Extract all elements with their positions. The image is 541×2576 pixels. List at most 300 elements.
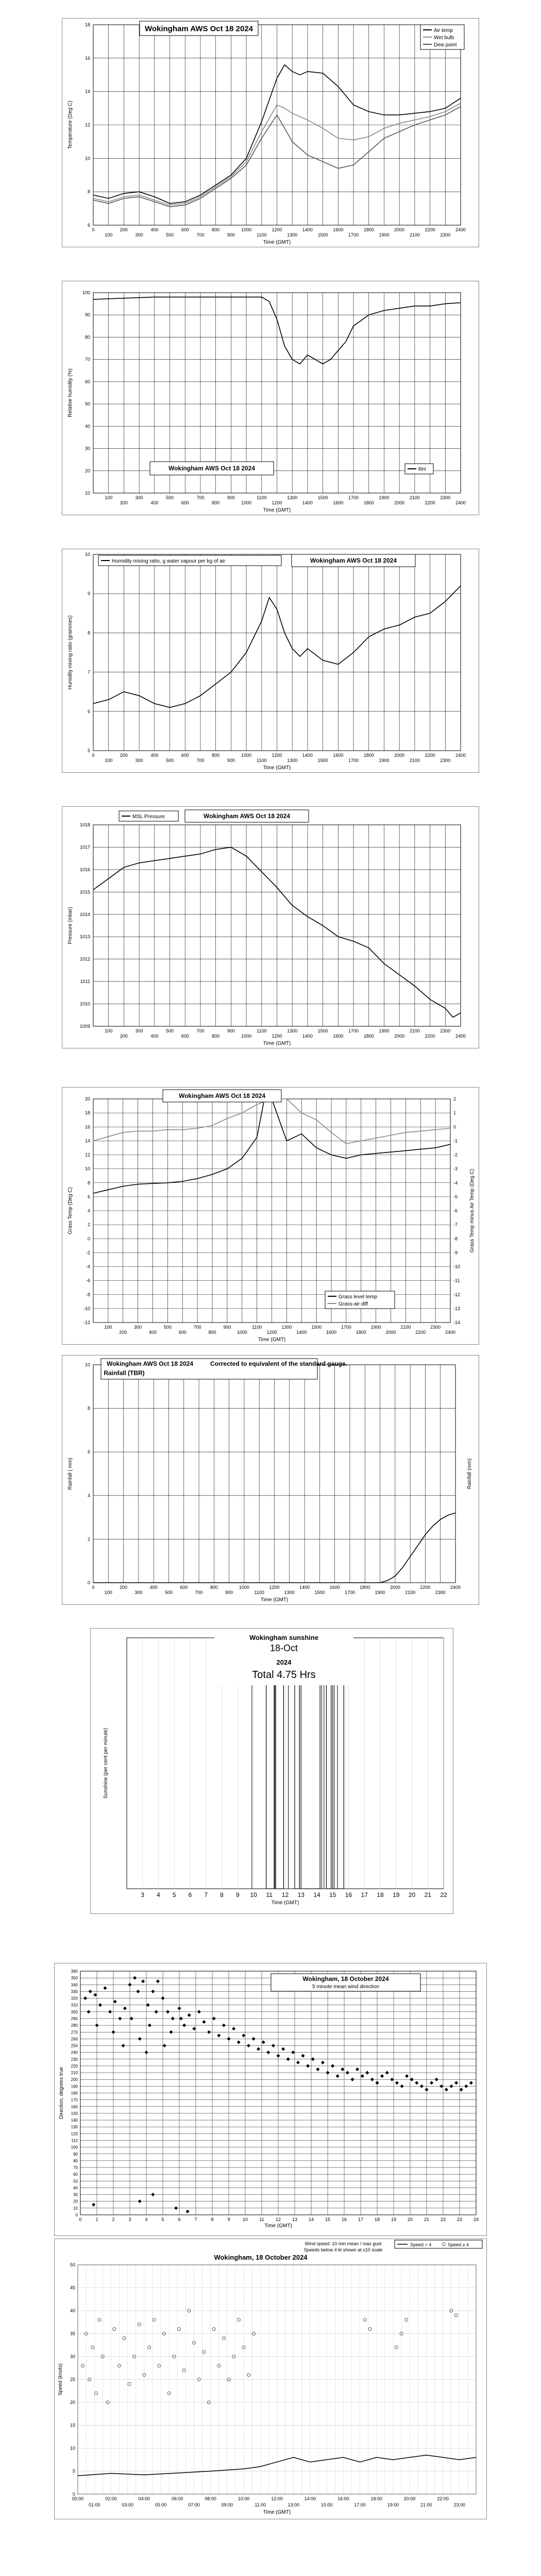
rh-chart [62, 281, 479, 515]
y-tick-label: 270 [71, 2030, 78, 2035]
legend-label: Speed < 4 [410, 2242, 432, 2247]
y-tick-label: 18 [84, 1110, 90, 1116]
y-tick-label: 14 [84, 89, 90, 94]
x-tick-label: 1400 [302, 753, 313, 758]
x-tick-label: 03:00 [122, 2502, 133, 2507]
chart-title: Wokingham, 18 October 2024 [214, 2253, 308, 2261]
y-tick-label: 260 [71, 2037, 78, 2042]
x-tick-label: 1300 [287, 1028, 298, 1033]
x-tick-label: 7 [194, 2217, 197, 2222]
x-tick-label: 500 [166, 232, 174, 238]
y2-tick-label: -12 [453, 1292, 461, 1297]
y-tick-label: -12 [83, 1320, 90, 1325]
x-tick-label: 1900 [379, 495, 390, 500]
x-tick-label: 2300 [440, 1028, 451, 1033]
x-tick-label: 06:00 [171, 2496, 183, 2501]
x-tick-label: 1300 [287, 495, 298, 500]
chart-title: Wokingham sunshine [249, 1634, 319, 1641]
y-tick-label: 5 [87, 748, 90, 753]
x-tick-label: 300 [135, 495, 143, 500]
y-tick-label: 60 [73, 2172, 78, 2177]
legend-label: Wet bulb [434, 35, 454, 41]
x-tick-label: 2100 [405, 1590, 416, 1595]
legend-box [395, 2240, 482, 2248]
x-tick-label: 300 [134, 1590, 143, 1595]
x-tick-label: 800 [208, 1330, 216, 1335]
y2-tick-label: -3 [453, 1166, 458, 1172]
x-tick-label: 15:00 [320, 2502, 333, 2507]
x-tick-label: 1000 [241, 227, 252, 232]
plot-area [93, 293, 461, 493]
x-tick-label: 600 [181, 1033, 189, 1039]
x-tick-label: 1100 [257, 1028, 267, 1033]
x-tick-label: 2000 [394, 753, 405, 758]
y-tick-label: 40 [70, 2308, 75, 2313]
y-axis-label: Direction, degrees true [59, 2066, 64, 2120]
x-tick-label: 300 [135, 758, 143, 763]
pressure-chart [62, 807, 479, 1048]
y2-axis-label: Rainfall (mm) [467, 1458, 472, 1489]
x-tick-label: 200 [120, 500, 128, 505]
y-tick-label: 50 [73, 2179, 78, 2184]
x-tick-label: 2400 [455, 500, 466, 505]
x-tick-label: 18 [377, 1891, 384, 1899]
y-tick-label: 30 [70, 2354, 75, 2359]
x-tick-label: 1600 [329, 1585, 340, 1590]
y-tick-label: 10 [73, 2206, 78, 2211]
chart-panel-mixing-ratio [62, 549, 479, 773]
y-tick-label: -4 [86, 1264, 90, 1269]
y-tick-label: 6 [87, 1449, 90, 1455]
x-tick-label: 400 [150, 1033, 159, 1039]
chart-year: 2024 [276, 1658, 292, 1666]
x-tick-label: 1 [95, 2217, 98, 2222]
y-tick-label: 10 [70, 2446, 75, 2451]
x-tick-label: 10:00 [238, 2496, 250, 2501]
x-tick-label: 1800 [363, 753, 374, 758]
x-tick-label: 700 [193, 1325, 201, 1330]
x-tick-label: 2100 [409, 495, 420, 500]
x-tick-label: 17 [361, 1891, 368, 1899]
x-tick-label: 17 [358, 2217, 364, 2222]
x-tick-label: 1900 [375, 1590, 385, 1595]
chart-subtitle: Rainfall (TBR) [104, 1369, 145, 1377]
x-tick-label: 1300 [284, 1590, 295, 1595]
x-tick-label: 2 [112, 2217, 115, 2222]
y-tick-label: 6 [87, 223, 90, 228]
x-tick-label: 4 [157, 1891, 160, 1899]
y-axis-label: Humidity mixing ratio (grammes) [67, 615, 73, 690]
x-tick-label: 22 [440, 1891, 447, 1899]
x-tick-label: 1500 [317, 1028, 328, 1033]
x-tick-label: 1900 [379, 232, 390, 238]
y-tick-label: 100 [71, 2145, 78, 2150]
y-tick-label: 1013 [79, 934, 90, 940]
y-tick-label: 0 [87, 1580, 90, 1585]
x-tick-label: 15 [325, 2217, 331, 2222]
y-tick-label: 160 [71, 2104, 78, 2109]
wind-speed-chart [55, 2239, 486, 2519]
x-tick-label: 1700 [348, 758, 359, 763]
x-tick-label: 12 [281, 1891, 289, 1899]
x-tick-label: 900 [227, 495, 235, 500]
y-tick-label: 280 [71, 2023, 78, 2028]
y-tick-label: 120 [71, 2131, 78, 2137]
plot-area [93, 554, 461, 751]
x-tick-label: 400 [148, 1330, 157, 1335]
x-tick-label: 20 [408, 1891, 416, 1899]
x-tick-label: 400 [150, 500, 159, 505]
y-tick-label: 2 [87, 1536, 90, 1542]
x-tick-label: 2400 [445, 1330, 456, 1335]
x-tick-label: 08:00 [205, 2496, 216, 2501]
y-tick-label: 8 [87, 189, 90, 195]
x-tick-label: 100 [104, 1325, 112, 1330]
y-tick-label: 8 [87, 1405, 90, 1411]
x-tick-label: 1800 [363, 1033, 374, 1039]
y-tick-label: 10 [84, 1362, 90, 1367]
x-tick-label: 2000 [394, 1033, 405, 1039]
x-tick-label: 20 [407, 2217, 413, 2222]
x-tick-label: 01:00 [88, 2502, 100, 2507]
x-tick-label: 12:00 [271, 2496, 283, 2501]
y-tick-label: 340 [71, 1982, 78, 1988]
x-tick-label: 500 [163, 1325, 172, 1330]
x-tick-label: 600 [181, 227, 189, 232]
y-axis-label: Sunshine (per cent per minute) [103, 1727, 109, 1799]
x-tick-label: 1700 [348, 1028, 359, 1033]
x-tick-label: 2400 [455, 753, 466, 758]
y-tick-label: 350 [71, 1976, 78, 1981]
x-tick-label: 16:00 [337, 2496, 349, 2501]
x-tick-label: 13 [292, 2217, 298, 2222]
y-tick-label: 18 [84, 22, 90, 27]
mixing-ratio-chart [62, 549, 479, 772]
x-tick-label: 16 [341, 2217, 347, 2222]
plot-area [93, 25, 461, 225]
x-tick-label: 1100 [257, 232, 267, 238]
sunshine-chart [91, 1629, 453, 1913]
rainfall-chart [62, 1355, 479, 1604]
y-tick-label: 6 [87, 708, 90, 714]
y-tick-label: -8 [86, 1292, 90, 1297]
chart-panel-temperature [62, 18, 479, 247]
x-tick-label: 16 [345, 1891, 352, 1899]
x-tick-label: 5 [161, 2217, 164, 2222]
y-tick-label: 1017 [79, 844, 90, 850]
x-tick-label: 21 [424, 1891, 431, 1899]
y-tick-label: 6 [87, 1194, 90, 1199]
x-tick-label: 1700 [348, 232, 359, 238]
x-tick-label: 1500 [314, 1590, 325, 1595]
x-tick-label: 400 [150, 227, 159, 232]
y2-tick-label: -1 [453, 1138, 458, 1144]
y-tick-label: 12 [84, 122, 90, 128]
legend [395, 2240, 482, 2248]
y-tick-label: 1016 [79, 867, 90, 872]
y-tick-label: 1015 [79, 889, 90, 895]
chart-title: Wokingham AWS Oct 18 2024 [144, 24, 253, 33]
x-tick-label: 1600 [333, 227, 344, 232]
x-tick-label: 400 [150, 753, 159, 758]
chart-panel-wind-speed [54, 2239, 487, 2519]
x-tick-label: 22 [440, 2217, 446, 2222]
y2-tick-label: -11 [453, 1278, 460, 1283]
x-tick-label: 100 [105, 495, 113, 500]
x-tick-label: 1700 [341, 1325, 351, 1330]
plot-area [93, 1099, 450, 1323]
x-tick-label: 1700 [348, 495, 359, 500]
x-tick-label: 800 [212, 753, 220, 758]
x-tick-label: 600 [181, 753, 189, 758]
x-tick-label: 1200 [266, 1330, 277, 1335]
x-tick-label: 2200 [425, 1033, 435, 1039]
x-tick-label: 1000 [236, 1330, 247, 1335]
y-tick-label: 35 [70, 2331, 75, 2336]
y2-tick-label: 0 [453, 1124, 457, 1130]
x-tick-label: 2100 [409, 758, 420, 763]
x-tick-label: 1900 [370, 1325, 381, 1330]
y-tick-label: 1012 [79, 956, 90, 962]
x-tick-label: 1300 [287, 232, 298, 238]
chart-subtitle: 5 minute mean wind direction [312, 1984, 380, 1990]
x-tick-label: 9 [227, 2217, 230, 2222]
legend [325, 1291, 395, 1309]
x-tick-label: 1200 [272, 227, 282, 232]
x-tick-label: 1800 [360, 1585, 370, 1590]
x-tick-label: 19:00 [387, 2502, 399, 2507]
y-tick-label: 100 [82, 290, 90, 295]
y-tick-label: 180 [71, 2091, 78, 2096]
y-tick-label: 250 [71, 2043, 78, 2048]
y-tick-label: 1009 [79, 1024, 90, 1029]
y-tick-label: 15 [70, 2422, 75, 2428]
x-tick-label: 18 [374, 2217, 380, 2222]
temperature-chart [62, 19, 479, 247]
x-tick-label: 1200 [272, 1033, 282, 1039]
y-tick-label: 170 [71, 2097, 78, 2103]
x-axis-label: Time (GMT) [263, 240, 291, 245]
legend-label: Air temp [434, 28, 453, 33]
x-tick-label: 2000 [390, 1585, 400, 1590]
plot-area [93, 1365, 455, 1583]
x-tick-label: 10 [242, 2217, 248, 2222]
x-tick-label: 800 [212, 1033, 220, 1039]
chart-title: Wokingham, 18 October 2024 [302, 1975, 389, 1982]
x-tick-label: 12 [275, 2217, 281, 2222]
x-tick-label: 500 [164, 1590, 173, 1595]
x-tick-label: 300 [134, 1325, 142, 1330]
x-tick-label: 2100 [400, 1325, 411, 1330]
x-tick-label: 9 [235, 1891, 240, 1899]
x-tick-label: 1800 [363, 500, 374, 505]
y-tick-label: 0 [75, 2213, 78, 2217]
chart-title: Wokingham AWS Oct 18 2024 [178, 1092, 266, 1100]
x-tick-label: 500 [166, 1028, 174, 1033]
x-tick-label: 00:00 [72, 2496, 84, 2501]
x-tick-label: 1900 [379, 1028, 390, 1033]
x-tick-label: 2100 [409, 232, 420, 238]
x-tick-label: 1000 [241, 753, 252, 758]
y-tick-label: 80 [73, 2158, 78, 2163]
legend [119, 811, 178, 821]
y-tick-label: 330 [71, 1989, 78, 1994]
x-tick-label: 800 [210, 1585, 218, 1590]
x-tick-label: 1400 [299, 1585, 310, 1590]
y-tick-label: 240 [71, 2050, 78, 2055]
x-tick-label: 1700 [344, 1590, 355, 1595]
x-tick-label: 200 [120, 1585, 128, 1590]
x-tick-label: 22:00 [437, 2496, 449, 2501]
x-tick-label: 2200 [415, 1330, 426, 1335]
x-tick-label: 2200 [425, 753, 435, 758]
x-tick-label: 1000 [241, 500, 252, 505]
x-tick-label: 1600 [333, 753, 344, 758]
y-tick-label: 25 [70, 2377, 75, 2382]
y-tick-label: 40 [73, 2185, 78, 2191]
x-tick-label: 1600 [333, 1033, 344, 1039]
y2-tick-label: -10 [453, 1264, 461, 1269]
x-tick-label: 2200 [425, 227, 435, 232]
x-tick-label: 8 [211, 2217, 214, 2222]
y2-tick-label: 2 [453, 1096, 457, 1101]
x-tick-label: 1200 [272, 500, 282, 505]
x-tick-label: 3 [141, 1891, 145, 1899]
x-tick-label: 2300 [430, 1325, 441, 1330]
x-tick-label: 13:00 [288, 2502, 299, 2507]
x-tick-label: 200 [120, 227, 128, 232]
x-tick-label: 5 [172, 1891, 176, 1899]
x-tick-label: 900 [227, 1028, 235, 1033]
y-tick-label: 10 [84, 156, 90, 161]
y2-tick-label: -7 [453, 1222, 458, 1228]
y-tick-label: 4 [87, 1493, 90, 1498]
chart-panel-grass [62, 1087, 479, 1345]
x-tick-label: 1100 [251, 1325, 262, 1330]
chart-title: Wokingham AWS Oct 18 2024 [310, 557, 397, 565]
x-tick-label: 2200 [420, 1585, 431, 1590]
y-tick-label: 1014 [79, 911, 90, 917]
x-tick-label: 1100 [257, 495, 267, 500]
chart-title: Wokingham AWS Oct 18 2024 [203, 812, 291, 820]
x-tick-label: 2400 [455, 1033, 466, 1039]
x-tick-label: 15 [329, 1891, 336, 1899]
x-tick-label: 900 [225, 1590, 233, 1595]
x-tick-label: 1500 [311, 1325, 322, 1330]
x-tick-label: 100 [104, 1590, 112, 1595]
x-tick-label: 500 [166, 495, 174, 500]
x-tick-label: 21:00 [420, 2502, 432, 2507]
y-tick-label: 12 [84, 1152, 90, 1158]
y-tick-label: 80 [84, 334, 90, 340]
y-tick-label: 16 [84, 55, 90, 61]
x-tick-label: 24 [473, 2217, 479, 2222]
x-tick-label: 1300 [287, 758, 298, 763]
x-tick-label: 6 [178, 2217, 181, 2222]
y-tick-label: 70 [73, 2165, 78, 2171]
y-tick-label: 4 [87, 1208, 90, 1213]
x-axis-label: Time (GMT) [258, 1337, 286, 1343]
x-tick-label: 300 [135, 1028, 143, 1033]
x-tick-label: 900 [227, 232, 235, 238]
y-tick-label: 360 [71, 1969, 78, 1974]
chart-title: Wokingham AWS Oct 18 2024 [168, 465, 256, 472]
y-tick-label: -10 [83, 1306, 90, 1311]
y-tick-label: 190 [71, 2084, 78, 2089]
x-axis-label: Time (GMT) [260, 1597, 289, 1603]
x-tick-label: 1400 [302, 500, 313, 505]
x-tick-label: 2000 [394, 500, 405, 505]
x-tick-label: 1400 [296, 1330, 307, 1335]
x-tick-label: 1300 [281, 1325, 292, 1330]
y-tick-label: 20 [73, 2199, 78, 2204]
x-tick-label: 14:00 [304, 2496, 316, 2501]
y-tick-label: 90 [84, 312, 90, 318]
x-tick-label: 2000 [385, 1330, 396, 1335]
y-axis-label: Temperature (Deg C) [67, 100, 73, 149]
x-tick-label: 04:00 [138, 2496, 150, 2501]
y2-tick-label: -9 [453, 1250, 458, 1256]
x-tick-label: 2400 [455, 227, 466, 232]
x-tick-label: 19 [393, 1891, 400, 1899]
x-tick-label: 1200 [272, 753, 282, 758]
x-tick-label: 11 [259, 2217, 264, 2222]
x-tick-label: 700 [196, 758, 205, 763]
x-tick-label: 14 [308, 2217, 314, 2222]
x-tick-label: 700 [195, 1590, 203, 1595]
y-tick-label: 50 [70, 2262, 75, 2267]
x-tick-label: 20:00 [403, 2496, 416, 2501]
y-tick-label: 30 [84, 446, 90, 451]
x-tick-label: 1400 [302, 227, 313, 232]
y-axis-label: Grass Temp (Deg C) [67, 1187, 73, 1234]
y-tick-label: 150 [71, 2111, 78, 2116]
x-tick-label: 800 [212, 227, 220, 232]
y-tick-label: 300 [71, 2009, 78, 2014]
y2-tick-label: -14 [453, 1320, 461, 1325]
plot-area [93, 825, 461, 1026]
chart-title: Wokingham AWS Oct 18 2024 [106, 1360, 194, 1367]
y-tick-label: 70 [84, 357, 90, 362]
chart-panel-wind-direction [54, 1963, 487, 2236]
x-tick-label: 3 [128, 2217, 131, 2222]
x-tick-label: 4 [145, 2217, 148, 2222]
x-tick-label: 2000 [394, 227, 405, 232]
y2-tick-label: -5 [453, 1194, 458, 1199]
y2-axis-label: Grass Temp minus Air Temp (Deg C) [469, 1168, 475, 1253]
x-tick-label: 21 [424, 2217, 430, 2222]
x-tick-label: 900 [227, 758, 235, 763]
x-tick-label: 1600 [326, 1330, 337, 1335]
x-tick-label: 09:00 [221, 2502, 233, 2507]
y-axis-label: Speed (knots) [58, 2363, 63, 2396]
y-tick-label: 7 [87, 669, 90, 675]
x-tick-label: 17:00 [354, 2502, 366, 2507]
x-tick-label: 14 [313, 1891, 320, 1899]
x-tick-label: 600 [178, 1330, 187, 1335]
y-axis-label: Pressure (mbar) [67, 907, 73, 944]
x-tick-label: 100 [105, 1028, 113, 1033]
chart-panel-rh [62, 281, 479, 515]
y-tick-label: 10 [84, 552, 90, 557]
x-tick-label: 2200 [425, 500, 435, 505]
chart-panel-rainfall [62, 1355, 479, 1605]
x-tick-label: 23:00 [453, 2502, 466, 2507]
y-tick-label: 110 [71, 2138, 78, 2143]
y-tick-label: 200 [71, 2077, 78, 2082]
y2-tick-label: -13 [453, 1306, 461, 1311]
x-axis-label: Time (GMT) [263, 2510, 291, 2515]
